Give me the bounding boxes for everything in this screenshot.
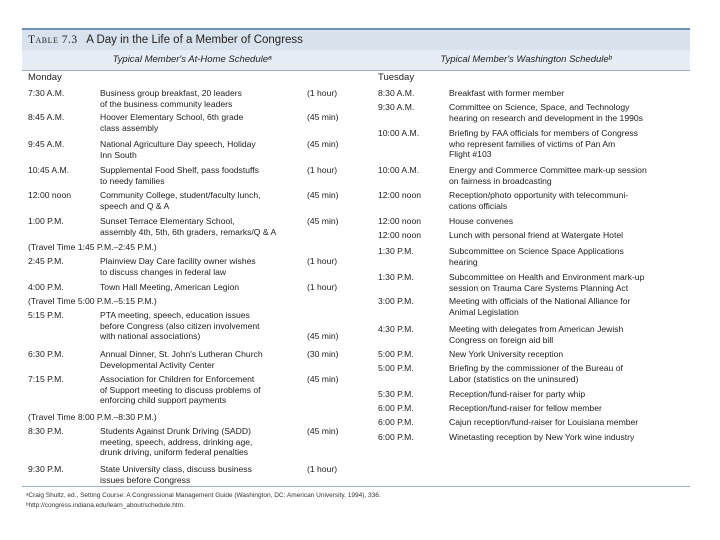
home-duration: (1 hour) [307, 282, 338, 292]
home-description-line: Town Hall Meeting, American Legion [100, 282, 240, 292]
home-description-line: issues before Congress [100, 474, 191, 485]
home-time: 10:45 A.M. [28, 165, 70, 175]
home-description-line: assembly 4th, 5th, 6th graders, remarks/Q & A [100, 226, 277, 237]
washington-time: 6:00 P.M. [378, 403, 414, 413]
washington-description-line: Reception/photo opportunity with telecommuni- [449, 190, 629, 200]
washington-description-line: Subcommittee on Health and Environment mark-up [449, 272, 645, 282]
washington-description-line: Reception/fund-raiser for party whip [449, 389, 586, 399]
home-description-line: National Agriculture Day speech, Holiday [100, 139, 256, 149]
washington-time: 10:00 A.M. [378, 165, 420, 175]
table-title [28, 34, 303, 46]
home-day-label: Monday [28, 72, 62, 83]
washington-time: 12:00 noon [378, 216, 422, 226]
home-description-line: Inn South [100, 149, 137, 160]
home-description-line: Annual Dinner, St. John's Lutheran Church [100, 349, 263, 359]
washington-time: 5:00 P.M. [378, 363, 414, 373]
washington-time: 8:30 A.M. [378, 88, 415, 98]
home-description-line: Sunset Terrace Elementary School, [100, 216, 235, 226]
home-travel-time: (Travel Time 8:00 P.M.–8:30 P.M.) [28, 412, 157, 422]
home-description-line: Developmental Activity Center [100, 359, 215, 370]
home-duration: (1 hour) [307, 88, 338, 98]
home-duration: (45 min) [307, 374, 339, 384]
home-description-line: State University class, discuss business [100, 464, 252, 474]
home-duration: (30 min) [307, 349, 339, 359]
washington-description-line: hearing [449, 256, 478, 267]
home-duration: (45 min) [307, 190, 339, 200]
washington-schedule-header: Typical Member's Washington Scheduleᵇ [362, 50, 690, 70]
home-time: 4:00 P.M. [28, 282, 64, 292]
home-duration: (1 hour) [307, 464, 338, 474]
washington-description-line: Flight #103 [449, 149, 492, 159]
washington-time: 1:30 P.M. [378, 272, 414, 282]
home-duration: (1 hour) [307, 256, 338, 266]
home-time: 2:45 P.M. [28, 256, 64, 266]
washington-description-line: Reception/fund-raiser for fellow member [449, 403, 602, 413]
header-divider [22, 70, 690, 71]
washington-time: 6:00 P.M. [378, 432, 414, 442]
home-description-line: enforcing child support payments [100, 395, 227, 405]
washington-time: 12:00 noon [378, 190, 422, 200]
home-description-line: to needy families [100, 175, 165, 186]
washington-description-line: Animal Legislation [449, 306, 519, 317]
home-time: 1:00 P.M. [28, 216, 64, 226]
washington-time: 10:00 A.M. [378, 128, 420, 138]
home-time: 8:45 A.M. [28, 112, 65, 122]
home-duration: (1 hour) [307, 165, 338, 175]
home-description-line: Students Against Drunk Driving (SADD) [100, 426, 251, 436]
home-description-line: before Congress (also citizen involvement [100, 320, 260, 331]
footnote-a: ᵃCraig Shultz, ed., Setting Course: A Congressional Management Guide (Washington, DC: American University, 1994), 336. [26, 492, 381, 499]
washington-time: 4:30 P.M. [378, 324, 414, 334]
washington-description-line: Breakfast with former member [449, 88, 565, 98]
washington-description-line: House convenes [449, 216, 514, 226]
washington-description-line: cations officials [449, 200, 508, 211]
home-time: 8:30 P.M. [28, 426, 64, 436]
home-description-line: Plainview Day Care facility owner wishes [100, 256, 256, 266]
home-time: 7:30 A.M. [28, 88, 65, 98]
washington-description-line: session on Trauma Care Systems Planning Act [449, 282, 629, 293]
home-travel-time: (Travel Time 5:00 P.M.–5:15 P.M.) [28, 296, 157, 306]
home-travel-time: (Travel Time 1:45 P.M.–2:45 P.M.) [28, 242, 157, 252]
washington-description-line: Cajun reception/fund-raiser for Louisiana member [449, 417, 639, 427]
home-time: 6:30 P.M. [28, 349, 64, 359]
home-description-line: of Support meeting to discuss problems of [100, 384, 261, 395]
home-duration: (45 min) [307, 139, 339, 149]
table-number: Table 7.3 [28, 34, 78, 46]
washington-day-label: Tuesday [378, 72, 415, 83]
home-description-line: meeting, speech, address, drinking age, [100, 436, 253, 447]
washington-description-line: Energy and Commerce Committee mark-up session [449, 165, 647, 175]
washington-time: 5:00 P.M. [378, 349, 414, 359]
table-caption: A Day in the Life of a Member of Congress [86, 34, 303, 46]
home-time: 9:45 A.M. [28, 139, 65, 149]
home-duration: (45 min) [307, 426, 339, 436]
washington-description-line: Briefing by the commissioner of the Bureau of [449, 363, 623, 373]
washington-description-line: Meeting with delegates from American Jewish [449, 324, 624, 334]
footnote-b: ᵇhttp://congress.indiana.edu/learn_about/schedule.htm. [26, 502, 185, 509]
washington-description-line: Lunch with personal friend at Watergate Hotel [449, 230, 624, 240]
washington-time: 1:30 P.M. [378, 246, 414, 256]
washington-description-line: Subcommittee on Science Space Applications [449, 246, 624, 256]
washington-time: 6:00 P.M. [378, 417, 414, 427]
home-time: 5:15 P.M. [28, 310, 64, 320]
home-description-line: Community College, student/faculty lunch, [100, 190, 261, 200]
home-description-line: Business group breakfast, 20 leaders [100, 88, 242, 98]
home-description-line: speech and Q & A [100, 200, 170, 211]
washington-time: 3:00 P.M. [378, 296, 414, 306]
washington-description-line: hearing on research and development in the 1990s [449, 112, 643, 123]
home-description-line: of the business community leaders [100, 98, 233, 109]
home-description-line: with national associations) [100, 331, 201, 341]
home-time: 9:30 P.M. [28, 464, 64, 474]
table-bottom-rule [22, 486, 690, 487]
home-description-line: PTA meeting, speech, education issues [100, 310, 250, 320]
washington-description-line: who represent families of victims of Pan Am [449, 138, 616, 149]
washington-time: 12:00 noon [378, 230, 422, 240]
washington-description-line: Meeting with officials of the National Alliance for [449, 296, 631, 306]
schedule-table [22, 28, 690, 518]
home-duration: (45 min) [307, 331, 339, 341]
home-time: 12:00 noon [28, 190, 72, 200]
home-duration: (45 min) [307, 112, 339, 122]
home-description-line: class assembly [100, 122, 159, 133]
table-title-bar [22, 28, 690, 50]
home-time: 7:15 P.M. [28, 374, 64, 384]
washington-description-line: New York University reception [449, 349, 564, 359]
home-description-line: Hoover Elementary School, 6th grade [100, 112, 244, 122]
home-description-line: Association for Children for Enforcement [100, 374, 255, 384]
washington-description-line: Committee on Science, Space, and Technology [449, 102, 630, 112]
washington-description-line: on fairness in broadcasting [449, 175, 552, 186]
washington-description-line: Labor (statistics on the uninsured) [449, 373, 579, 384]
washington-time: 5:30 P.M. [378, 389, 414, 399]
home-description-line: to discuss changes in federal law [100, 266, 227, 277]
home-description-line: drunk driving, uniform federal penalties [100, 447, 249, 457]
washington-time: 9:30 A.M. [378, 102, 415, 112]
home-description-line: Supplemental Food Shelf, pass foodstuffs [100, 165, 259, 175]
washington-description-line: Winetasting reception by New York wine industry [449, 432, 635, 442]
home-duration: (45 min) [307, 216, 339, 226]
home-schedule-header: Typical Member's At-Home Scheduleᵃ [22, 50, 362, 70]
washington-description-line: Briefing by FAA officials for members of Congress [449, 128, 638, 138]
washington-description-line: Congress on foreign aid bill [449, 334, 554, 345]
